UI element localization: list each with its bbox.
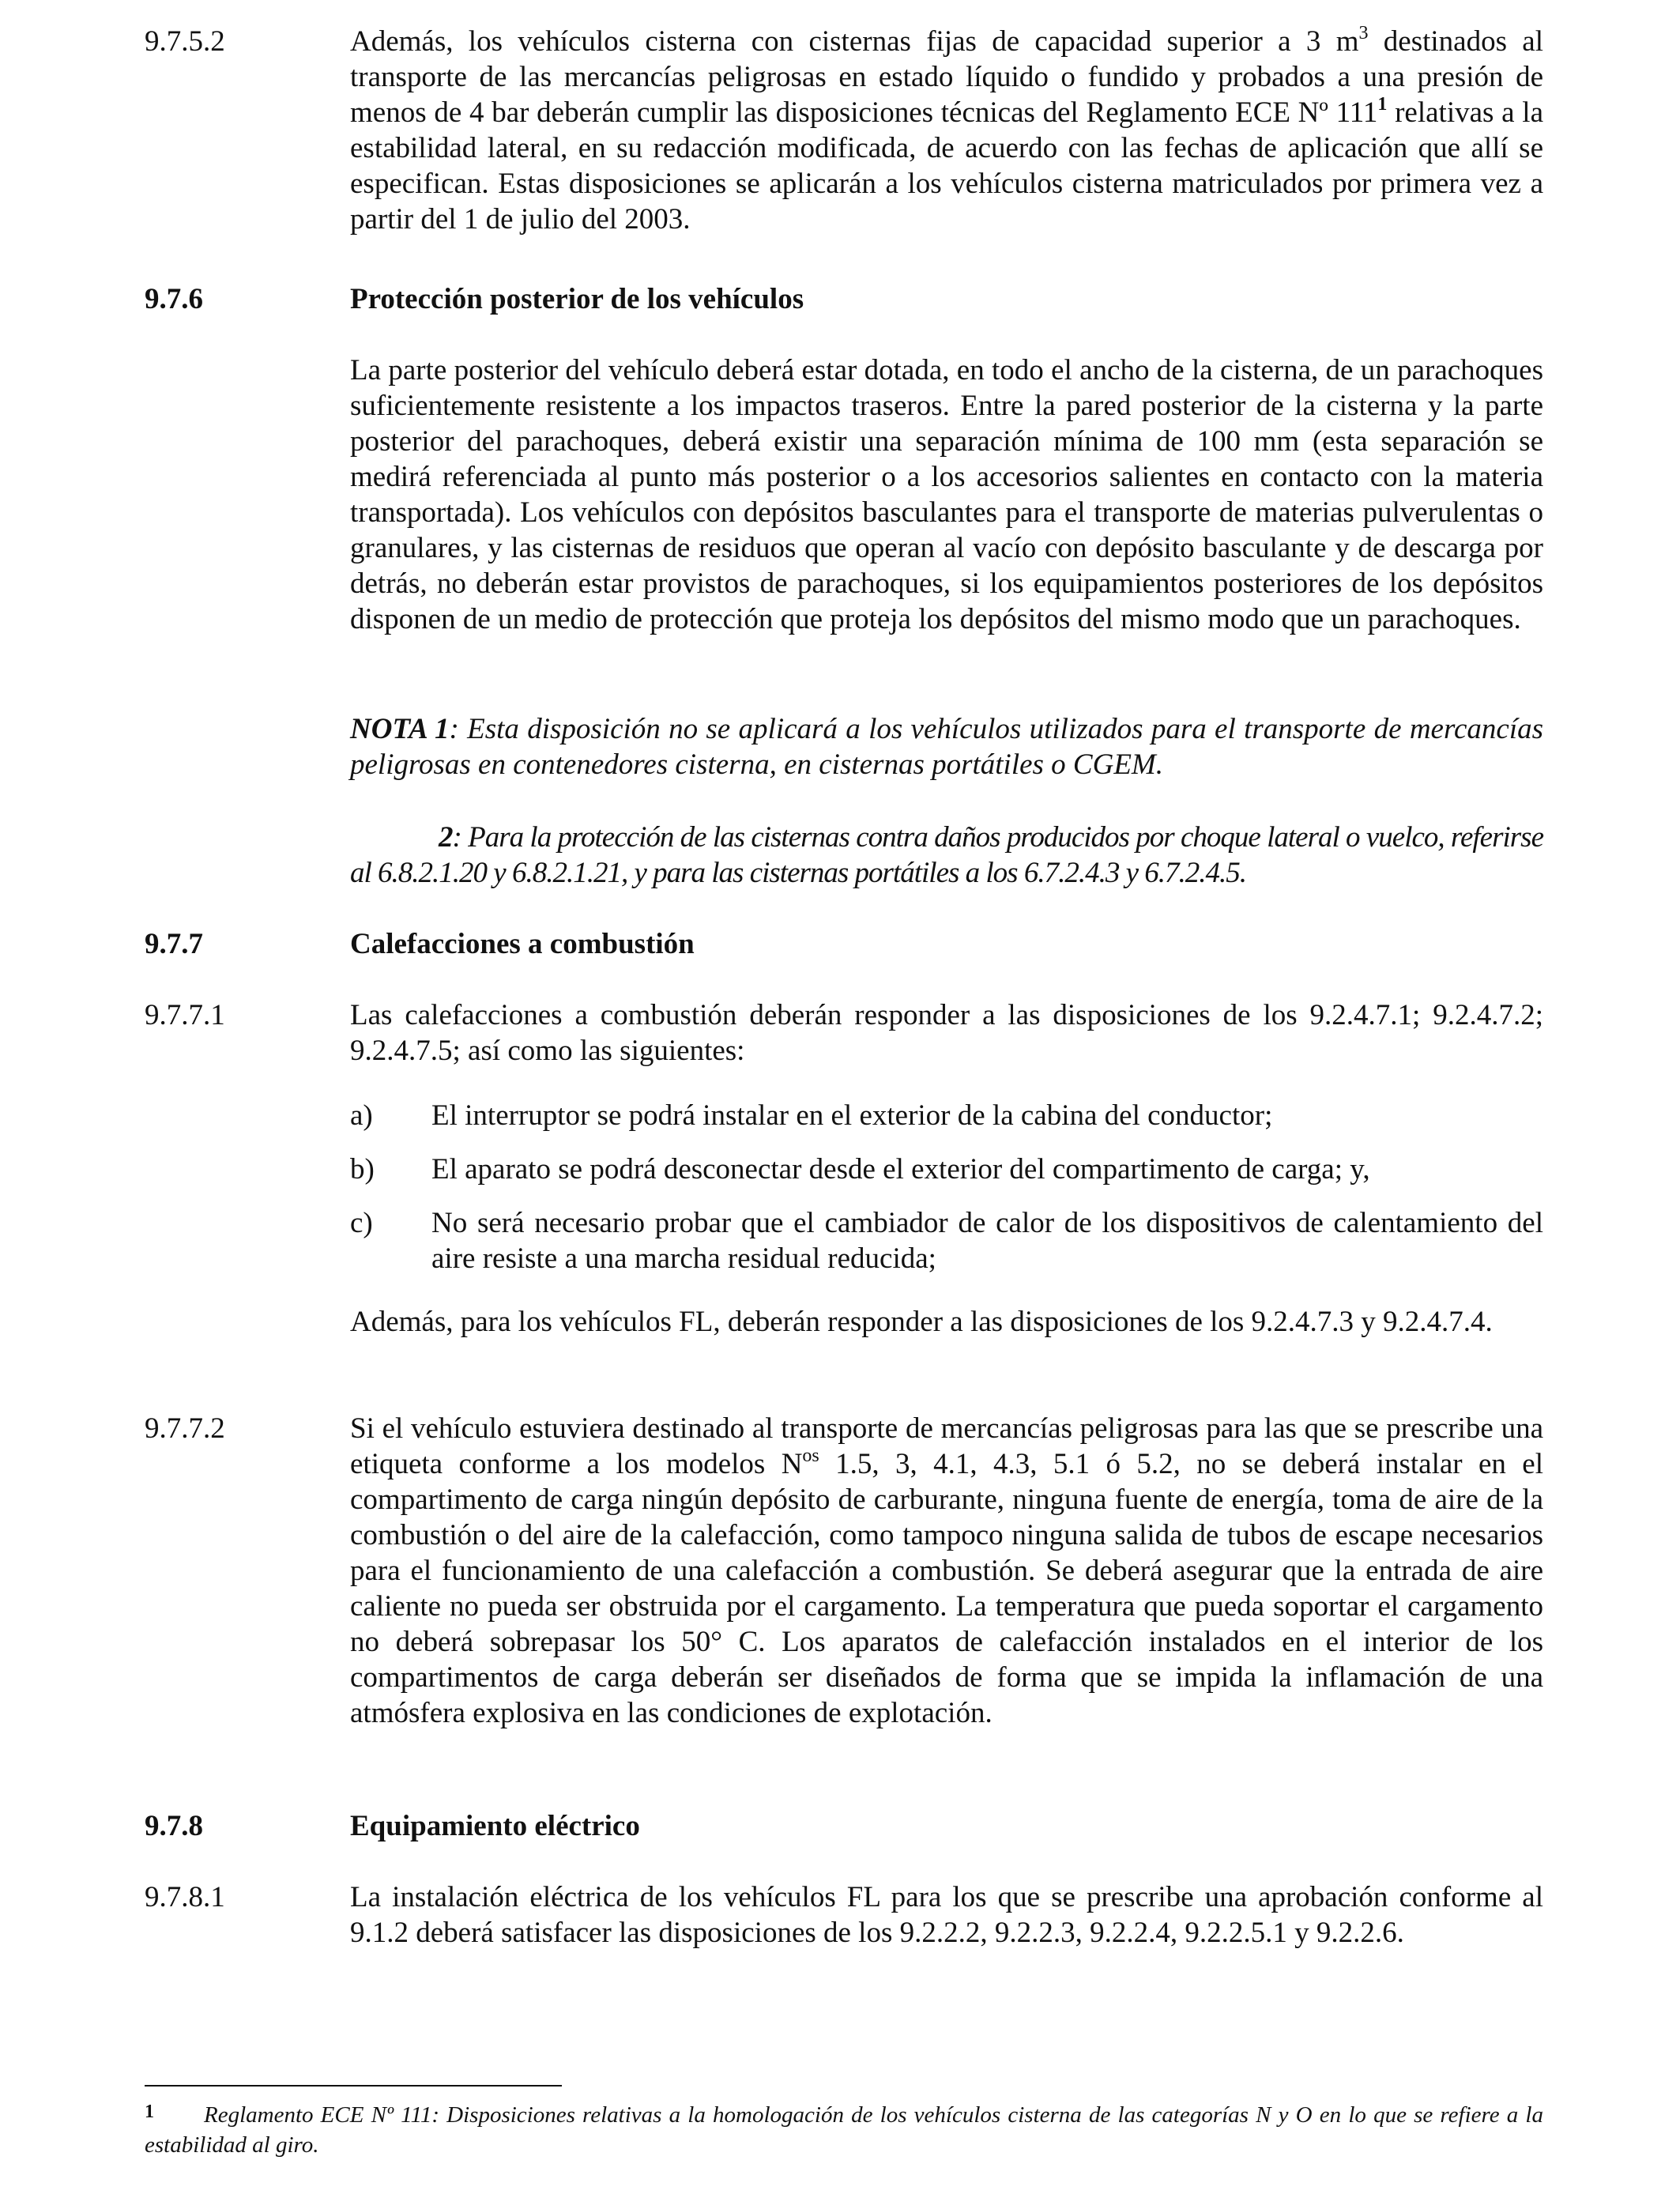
section-9-7-7 — [145, 926, 1543, 962]
footnote — [145, 2100, 1543, 2160]
section-heading: Calefacciones a combustión — [350, 928, 695, 960]
section-9-7-8 — [145, 1808, 1543, 1844]
paragraph-text: relativas a la estabilidad lateral, en su redacción modificada, de acuerdo con las fechas de aplicación que allí se especifican. Estas disposiciones se aplicarán a los vehículos cisterna matriculados por primera vez a partir del 1 de julio del 2003. — [350, 96, 1543, 236]
footnote-divider — [145, 2085, 562, 2087]
section-paragraph: La instalación eléctrica de los vehículos FL para los que se prescribe una aprobación conforme al 9.1.2 deberá satisfacer las disposiciones de los 9.2.2.2, 9.2.2.3, 9.2.2.4, 9.2.2.5.1 y 9.2.2.6. — [350, 1881, 1543, 1949]
section-number: 9.7.7.1 — [145, 999, 225, 1031]
superscript: os — [802, 1445, 819, 1466]
list-text: No será necesario probar que el cambiador de calor de los dispositivos de calentamiento del aire resiste a una marcha residual reducida; — [431, 1207, 1543, 1275]
section-9-7-7-1-outro — [145, 1304, 1543, 1340]
section-9-7-8-1 — [145, 1879, 1543, 1951]
superscript: 3 — [1358, 22, 1369, 43]
note-2 — [145, 820, 1543, 891]
section-9-7-6 — [145, 281, 1543, 317]
section-number: 9.7.8 — [145, 1810, 203, 1842]
section-paragraph: Además, para los vehículos FL, deberán responder a las disposiciones de los 9.2.4.7.3 y 9.2.4.7.4. — [350, 1306, 1493, 1338]
note-label: 2 — [439, 821, 453, 854]
paragraph-text: 1.5, 3, 4.1, 4.3, 5.1 ó 5.2, no se deberá instalar en el compartimento de carga ningún depósito de carburante, ninguna fuente de energía, toma de aire de la combustión o del aire de la calefacción, como tampoco ninguna salida de tubos de escape necesarios para el funcionamiento de una calefacción a combustión. Se deberá asegurar que la entrada de aire caliente no pueda ser obstruida por el cargamento. La temperatura que pueda soportar el cargamento no deberá sobrepasar los 50° C. Los aparatos de calefacción instalados en el interior de los compartimentos de carga deberán ser diseñados de forma que se impida la inflamación de una atmósfera explosiva en las condiciones de explotación. — [350, 1448, 1543, 1729]
list-text: El interruptor se podrá instalar en el exterior de la cabina del conductor; — [431, 1099, 1273, 1132]
section-number: 9.7.6 — [145, 283, 203, 315]
list-label: b) — [350, 1153, 375, 1186]
note-text: : Esta disposición no se aplicará a los vehículos utilizados para el transporte de mercancías peligrosas en contenedores cisterna, en cisternas portátiles o CGEM. — [350, 713, 1544, 781]
note-paragraph — [350, 711, 1543, 782]
note-1 — [145, 711, 1543, 782]
section-number: 9.7.7.2 — [145, 1412, 225, 1445]
section-9-7-7-2 — [145, 1411, 1543, 1731]
list-label: a) — [350, 1099, 373, 1132]
section-paragraph: La parte posterior del vehículo deberá estar dotada, en todo el ancho de la cisterna, de un parachoques suficientemente resistente a los impactos traseros. Entre la pared posterior de la cisterna y la parte posterior del parachoques, deberá existir una separación mínima de 100 mm (esta separación se medirá referenciada al punto más posterior o a los accesorios salientes en contacto con la materia transportada). Los vehículos con depósitos basculantes para el transporte de materias pulverulentas o granulares, y las cisternas de residuos que operan al vacío con depósito basculante y de descarga por detrás, no deberán estar provistos de parachoques, si los equipamientos posteriores de los depósitos disponen de un medio de protección que proteja los depósitos del mismo modo que un parachoques. — [350, 354, 1543, 635]
list-label: c) — [350, 1207, 373, 1239]
footnote-reference[interactable]: 1 — [1377, 93, 1388, 115]
paragraph-text: Si el vehículo estuviera destinado al transporte de mercancías peligrosas para las que se prescribe una etiqueta conforme a los modelos N — [350, 1412, 1543, 1480]
note-paragraph — [350, 820, 1543, 891]
section-number: 9.7.7 — [145, 928, 203, 960]
note-text: : Para la protección de las cisternas contra daños producidos por choque lateral o vuelco, referirse al 6.8.2.1.20 y 6.8.2.1.21, y para las cisternas portátiles a los 6.7.2.4.3 y 6.7.2.4.5. — [350, 821, 1543, 889]
section-paragraph: Las calefacciones a combustión deberán responder a las disposiciones de los 9.2.4.7.1; 9.2.4.7.2; 9.2.4.7.5; así como las siguientes: — [350, 999, 1543, 1067]
paragraph-text: destinados al transporte de las mercancías peligrosas en estado líquido o fundido y probados a una presión de menos de 4 bar deberán cumplir las disposiciones técnicas del Reglamento ECE Nº 111 — [350, 25, 1543, 129]
list-item — [350, 1205, 1543, 1276]
section-heading: Protección posterior de los vehículos — [350, 283, 804, 315]
section-number: 9.7.8.1 — [145, 1881, 225, 1913]
footnote-number: 1 — [145, 2102, 154, 2122]
footnote-text: Reglamento ECE Nº 111: Disposiciones relativas a la homologación de los vehículos cisterna de las categorías N y O en lo que se refiere a la estabilidad al giro. — [145, 2102, 1543, 2158]
section-paragraph — [350, 1411, 1543, 1731]
section-paragraph — [350, 24, 1543, 237]
section-9-7-6-body — [145, 352, 1543, 637]
note-label: NOTA 1 — [350, 713, 450, 745]
section-number: 9.7.5.2 — [145, 25, 225, 58]
section-heading: Equipamiento eléctrico — [350, 1810, 640, 1842]
section-9-7-7-1 — [145, 997, 1543, 1069]
list-item — [350, 1098, 1543, 1133]
list-item — [350, 1152, 1543, 1187]
paragraph-text: Además, los vehículos cisterna con cisternas fijas de capacidad superior a 3 m — [350, 25, 1359, 58]
section-9-7-5-2 — [145, 24, 1543, 237]
list-text: El aparato se podrá desconectar desde el exterior del compartimento de carga; y, — [431, 1153, 1370, 1186]
